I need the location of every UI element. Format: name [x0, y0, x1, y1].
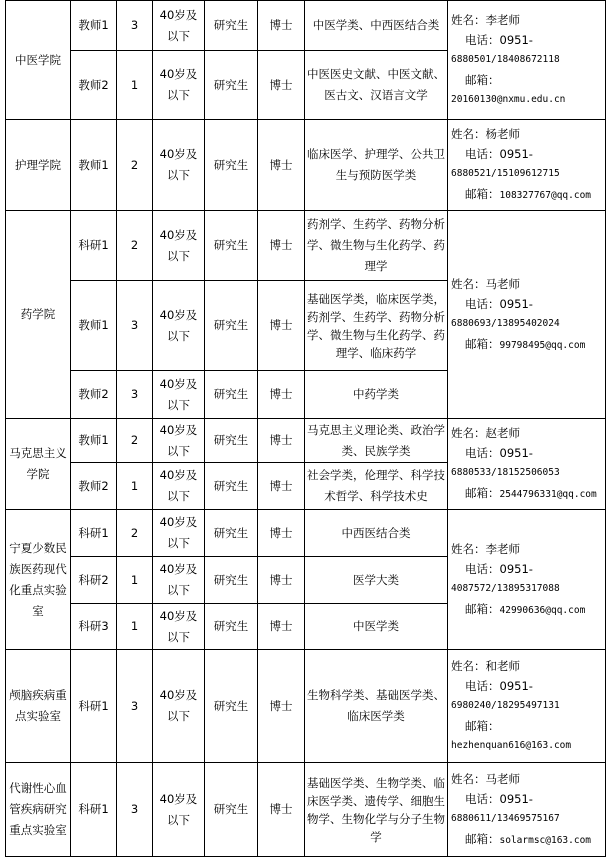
position-cell: 教师1 — [71, 419, 117, 463]
position-cell: 教师1 — [71, 120, 117, 211]
contact-phone-label: 电话：0951- — [465, 791, 533, 806]
contact-email-label: 邮箱： — [465, 336, 500, 351]
position-cell: 教师1 — [71, 1, 117, 51]
degree-cell: 博士 — [258, 51, 305, 120]
contact-phone: 4087572/13895317088 — [451, 582, 560, 594]
contact-phone-label: 电话：0951- — [465, 446, 533, 460]
major-cell: 临床医学、护理学、公共卫生与预防医学类 — [305, 120, 448, 211]
education-cell: 研究生 — [205, 51, 258, 120]
contact-email-label: 邮箱： — [465, 719, 500, 733]
major-cell: 医学大类 — [305, 557, 448, 604]
degree-cell: 博士 — [258, 371, 305, 419]
count-cell: 1 — [117, 604, 153, 650]
count-cell: 2 — [117, 120, 153, 211]
major-cell: 中医学类、中西医结合类 — [305, 1, 448, 51]
education-cell: 研究生 — [205, 650, 258, 763]
contact-cell — [448, 120, 606, 211]
contact-cell — [448, 1, 606, 120]
count-cell: 1 — [117, 51, 153, 120]
contact-phone: 6880693/13895402024 — [451, 317, 560, 329]
count-cell: 2 — [117, 211, 153, 281]
age-cell: 40岁及以下 — [153, 51, 205, 120]
position-cell: 科研1 — [71, 211, 117, 281]
degree-cell: 博士 — [258, 557, 305, 604]
education-cell: 研究生 — [205, 1, 258, 51]
table-row — [6, 211, 606, 281]
age-cell: 40岁及以下 — [153, 419, 205, 463]
major-cell: 社会学类，伦理学、科学技术哲学、科学技术史 — [305, 463, 448, 510]
position-cell: 科研3 — [71, 604, 117, 650]
contact-email: hezhenquan616@163.com — [451, 740, 572, 751]
degree-cell: 博士 — [258, 604, 305, 650]
position-cell: 教师1 — [71, 281, 117, 371]
count-cell: 2 — [117, 419, 153, 463]
count-cell: 3 — [117, 1, 153, 51]
contact-cell — [448, 211, 606, 419]
contact-name: 姓名：和老师 — [451, 659, 520, 673]
degree-cell: 博士 — [258, 1, 305, 51]
contact-phone: 6980240/18295497131 — [451, 700, 560, 711]
table-row — [6, 1, 606, 51]
age-cell: 40岁及以下 — [153, 650, 205, 763]
position-cell: 科研1 — [71, 510, 117, 557]
contact-phone-label: 电话：0951- — [465, 561, 533, 576]
contact-cell — [448, 510, 606, 650]
contact-cell — [448, 419, 606, 510]
contact-email-label: 邮箱： — [465, 73, 500, 87]
unit-cell: 中医学院 — [6, 1, 71, 120]
unit-cell: 药学院 — [6, 211, 71, 419]
contact-cell — [448, 650, 606, 763]
contact-name: 姓名：李老师 — [451, 541, 520, 556]
major-cell: 中药学类 — [305, 371, 448, 419]
degree-cell: 博士 — [258, 120, 305, 211]
contact-name: 姓名：赵老师 — [451, 426, 520, 440]
contact-name: 姓名：马老师 — [451, 771, 520, 786]
major-cell: 中医医史文献、中医文献、医古文、汉语言文学 — [305, 51, 448, 120]
contact-phone: 6880611/13469575167 — [451, 812, 560, 824]
age-cell: 40岁及以下 — [153, 1, 205, 51]
table-row — [6, 650, 606, 763]
age-cell: 40岁及以下 — [153, 604, 205, 650]
table-row — [6, 510, 606, 557]
contact-email-label: 邮箱： — [465, 601, 500, 616]
contact-email: 20160130@nxmu.edu.cn — [451, 94, 566, 105]
count-cell: 3 — [117, 371, 153, 419]
major-cell: 中医学类 — [305, 604, 448, 650]
major-cell: 药剂学、生药学、药物分析学、微生物与生化药学、药理学 — [305, 211, 448, 281]
education-cell: 研究生 — [205, 557, 258, 604]
position-cell: 科研1 — [71, 763, 117, 857]
contact-name: 姓名：李老师 — [451, 13, 520, 27]
contact-phone: 6880521/15109612715 — [451, 168, 560, 179]
education-cell: 研究生 — [205, 211, 258, 281]
count-cell: 3 — [117, 281, 153, 371]
contact-email: 42990636@qq.com — [499, 604, 586, 616]
education-cell: 研究生 — [205, 604, 258, 650]
position-cell: 科研2 — [71, 557, 117, 604]
major-cell: 生物科学类、基础医学类、临床医学类 — [305, 650, 448, 763]
age-cell: 40岁及以下 — [153, 557, 205, 604]
contact-name: 姓名：杨老师 — [451, 127, 520, 141]
contact-phone: 6880501/18408672118 — [451, 54, 560, 65]
unit-cell: 代谢性心血管疾病研究重点实验室 — [6, 763, 71, 857]
contact-email: 108327767@qq.com — [499, 190, 592, 201]
degree-cell: 博士 — [258, 281, 305, 371]
education-cell: 研究生 — [205, 120, 258, 211]
education-cell: 研究生 — [205, 371, 258, 419]
age-cell: 40岁及以下 — [153, 763, 205, 857]
table-row — [6, 763, 606, 857]
degree-cell: 博士 — [258, 211, 305, 281]
table-row — [6, 120, 606, 211]
count-cell: 1 — [117, 463, 153, 510]
education-cell: 研究生 — [205, 763, 258, 857]
contact-email: 99798495@qq.com — [499, 339, 586, 351]
education-cell: 研究生 — [205, 463, 258, 510]
contact-phone-label: 电话：0951- — [465, 296, 533, 311]
contact-phone-label: 电话：0951- — [465, 679, 533, 693]
contact-name: 姓名：马老师 — [451, 276, 520, 291]
unit-cell: 护理学院 — [6, 120, 71, 211]
major-cell: 基础医学类、生物学类、临床医学类、遗传学、细胞生物学、生物化学与分子生物学 — [305, 763, 448, 857]
contact-cell — [448, 763, 606, 857]
contact-phone-label: 电话：0951- — [465, 147, 533, 161]
degree-cell: 博士 — [258, 463, 305, 510]
age-cell: 40岁及以下 — [153, 211, 205, 281]
unit-cell: 马克思主义学院 — [6, 419, 71, 510]
education-cell: 研究生 — [205, 510, 258, 557]
contact-email-label: 邮箱： — [465, 187, 500, 201]
age-cell: 40岁及以下 — [153, 120, 205, 211]
contact-email-label: 邮箱： — [465, 831, 500, 846]
age-cell: 40岁及以下 — [153, 463, 205, 510]
contact-email: 2544796331@qq.com — [499, 489, 597, 500]
age-cell: 40岁及以下 — [153, 510, 205, 557]
degree-cell: 博士 — [258, 650, 305, 763]
age-cell: 40岁及以下 — [153, 281, 205, 371]
major-cell: 中西医结合类 — [305, 510, 448, 557]
major-cell: 马克思主义理论类、政治学类、民族学类 — [305, 419, 448, 463]
count-cell: 2 — [117, 510, 153, 557]
degree-cell: 博士 — [258, 419, 305, 463]
contact-email-label: 邮箱： — [465, 486, 500, 500]
major-cell: 基础医学类，临床医学类，药剂学、生药学、药物分析学、微生物与生化药学、药理学、临床药学 — [305, 281, 448, 371]
position-cell: 科研1 — [71, 650, 117, 763]
degree-cell: 博士 — [258, 510, 305, 557]
education-cell: 研究生 — [205, 419, 258, 463]
recruitment-table — [5, 0, 606, 857]
contact-email: solarmsc@163.com — [499, 834, 592, 846]
count-cell: 1 — [117, 557, 153, 604]
table-row — [6, 419, 606, 463]
position-cell: 教师2 — [71, 51, 117, 120]
position-cell: 教师2 — [71, 463, 117, 510]
degree-cell: 博士 — [258, 763, 305, 857]
count-cell: 3 — [117, 763, 153, 857]
unit-cell: 颅脑疾病重点实验室 — [6, 650, 71, 763]
position-cell: 教师2 — [71, 371, 117, 419]
count-cell: 3 — [117, 650, 153, 763]
education-cell: 研究生 — [205, 281, 258, 371]
contact-phone-label: 电话：0951- — [465, 33, 533, 47]
unit-cell: 宁夏少数民族医药现代化重点实验室 — [6, 510, 71, 650]
age-cell: 40岁及以下 — [153, 371, 205, 419]
contact-phone: 6880533/18152506053 — [451, 467, 560, 478]
